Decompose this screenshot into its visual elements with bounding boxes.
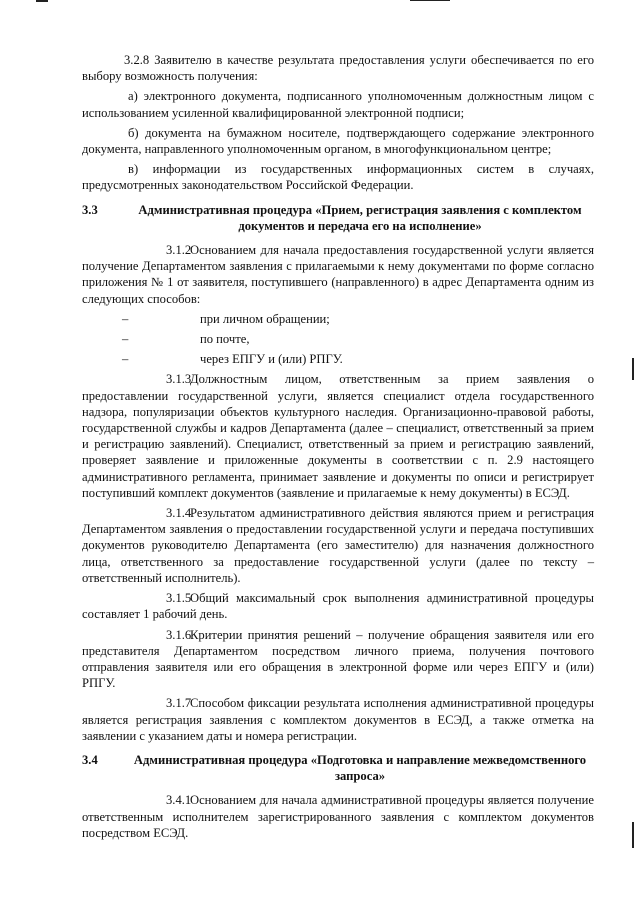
- clause-number: 3.1.7: [166, 696, 192, 711]
- list-item: [82, 311, 594, 327]
- dash-bullet: –: [122, 332, 129, 347]
- clause-number: 3.4.1: [166, 793, 192, 808]
- clause-number: 3.1.6: [166, 627, 192, 642]
- list-item-text: при личном обращении;: [200, 311, 330, 326]
- paragraph-3-2-8-b: б) документа на бумажном носителе, подтверждающего содержание электронного документа, направленного уполномоченным органом, в многофункциональном центре;: [82, 125, 594, 157]
- clause-text: Основанием для начала административной процедуры является получение ответственным исполнителем зарегистрированного заявления с комплектом документов посредством ЕСЭД.: [82, 793, 594, 840]
- dash-bullet: –: [122, 311, 129, 326]
- scan-mark-right: [632, 358, 634, 380]
- paragraph-3-1-2: [82, 242, 594, 307]
- paragraph-3-1-5: [82, 590, 594, 622]
- paragraph-3-1-3: [82, 371, 594, 501]
- list-item-text: по почте,: [200, 332, 250, 347]
- section-number: 3.3: [82, 202, 98, 217]
- clause-text: Должностным лицом, ответственным за прием заявления о предоставлении государственной услуги, является специалист отдела государственного надзора, популяризации объектов культурного наследия. Организационно-правовой работы, государственной службы и кадров Департамента (далее – специалист, ответственный за прием и регистрацию заявлений). Специалист, ответственный за прием и регистрацию заявлений, проверяет заявление и приложенные документы в соответствии с п. 2.9 настоящего административного регламента, принимает заявление и документы по описи и регистрирует поступивший комплект документов (заявление и прилагаемые к нему документы) в ЕСЭД.: [82, 372, 594, 500]
- clause-number: 3.1.3: [166, 372, 192, 387]
- paragraph-3-2-8: 3.2.8 Заявителю в качестве результата предоставления услуги обеспечивается по его выбору возможность получения:: [82, 53, 594, 84]
- list-item: [82, 331, 594, 347]
- dash-bullet: –: [122, 352, 129, 367]
- section-title: Административная процедура «Прием, регистрация заявления с комплектом документов и передача его на исполнение»: [138, 202, 582, 233]
- list-item-text: через ЕПГУ и (или) РПГУ.: [200, 352, 343, 367]
- paragraph-3-1-6: [82, 627, 594, 692]
- clause-text: Способом фиксации результата исполнения административной процедуры является регистрация заявления с комплектом документов в ЕСЭД, а также отметка на заявлении с указанием даты и номера регистрации.: [82, 696, 594, 743]
- clause-text: Общий максимальный срок выполнения административной процедуры составляет 1 рабочий день.: [82, 591, 594, 622]
- paragraph-3-2-8-a: а) электронного документа, подписанного уполномоченным должностным лицом с использованием усиленной квалифицированной электронной подписи;: [82, 89, 594, 120]
- document-page: [82, 52, 594, 845]
- list-item: [82, 351, 594, 367]
- clause-text: Основанием для начала предоставления государственной услуги является получение Департаментом заявления с прилагаемыми к нему документами по форме согласно приложения № 1 от заявителя, поступившего (направленного) в адрес Департамента одним из следующих способов:: [82, 243, 594, 306]
- section-heading-3-4: [82, 752, 594, 784]
- clause-number: 3.1.2: [166, 243, 192, 258]
- clause-number: 3.1.4: [166, 506, 192, 521]
- paragraph-3-2-8-c: в) информации из государственных информационных систем в случаях, предусмотренных законодательством Российской Федерации.: [82, 162, 594, 193]
- section-title: Административная процедура «Подготовка и направление межведомственного запроса»: [133, 752, 587, 784]
- paragraph-3-1-7: [82, 695, 594, 744]
- clause-number: 3.1.5: [166, 591, 192, 606]
- section-heading-3-3: [82, 202, 594, 234]
- paragraph-3-1-4: [82, 505, 594, 586]
- scan-mark-top-2: [410, 0, 450, 1]
- section-number: 3.4: [82, 752, 98, 767]
- clause-text: Критерии принятия решений – получение обращения заявителя или его представителя Департаментом посредством личного приема, получения почтового отправления заявителя или его обращения в электронной форме или через ЕПГУ и (или) РПГУ.: [82, 627, 594, 691]
- paragraph-3-4-1: [82, 792, 594, 841]
- clause-text: Результатом административного действия являются прием и регистрация Департаментом заявления о предоставлении государственной услуги и передача поступивших документов руководителю Департамента (его заместителю) для назначения должностного лица, ответственного за предоставление государственной услуги (далее по тексту – ответственный исполнитель).: [82, 506, 594, 585]
- scan-mark-right-2: [632, 822, 634, 848]
- scan-mark-top: [36, 0, 48, 2]
